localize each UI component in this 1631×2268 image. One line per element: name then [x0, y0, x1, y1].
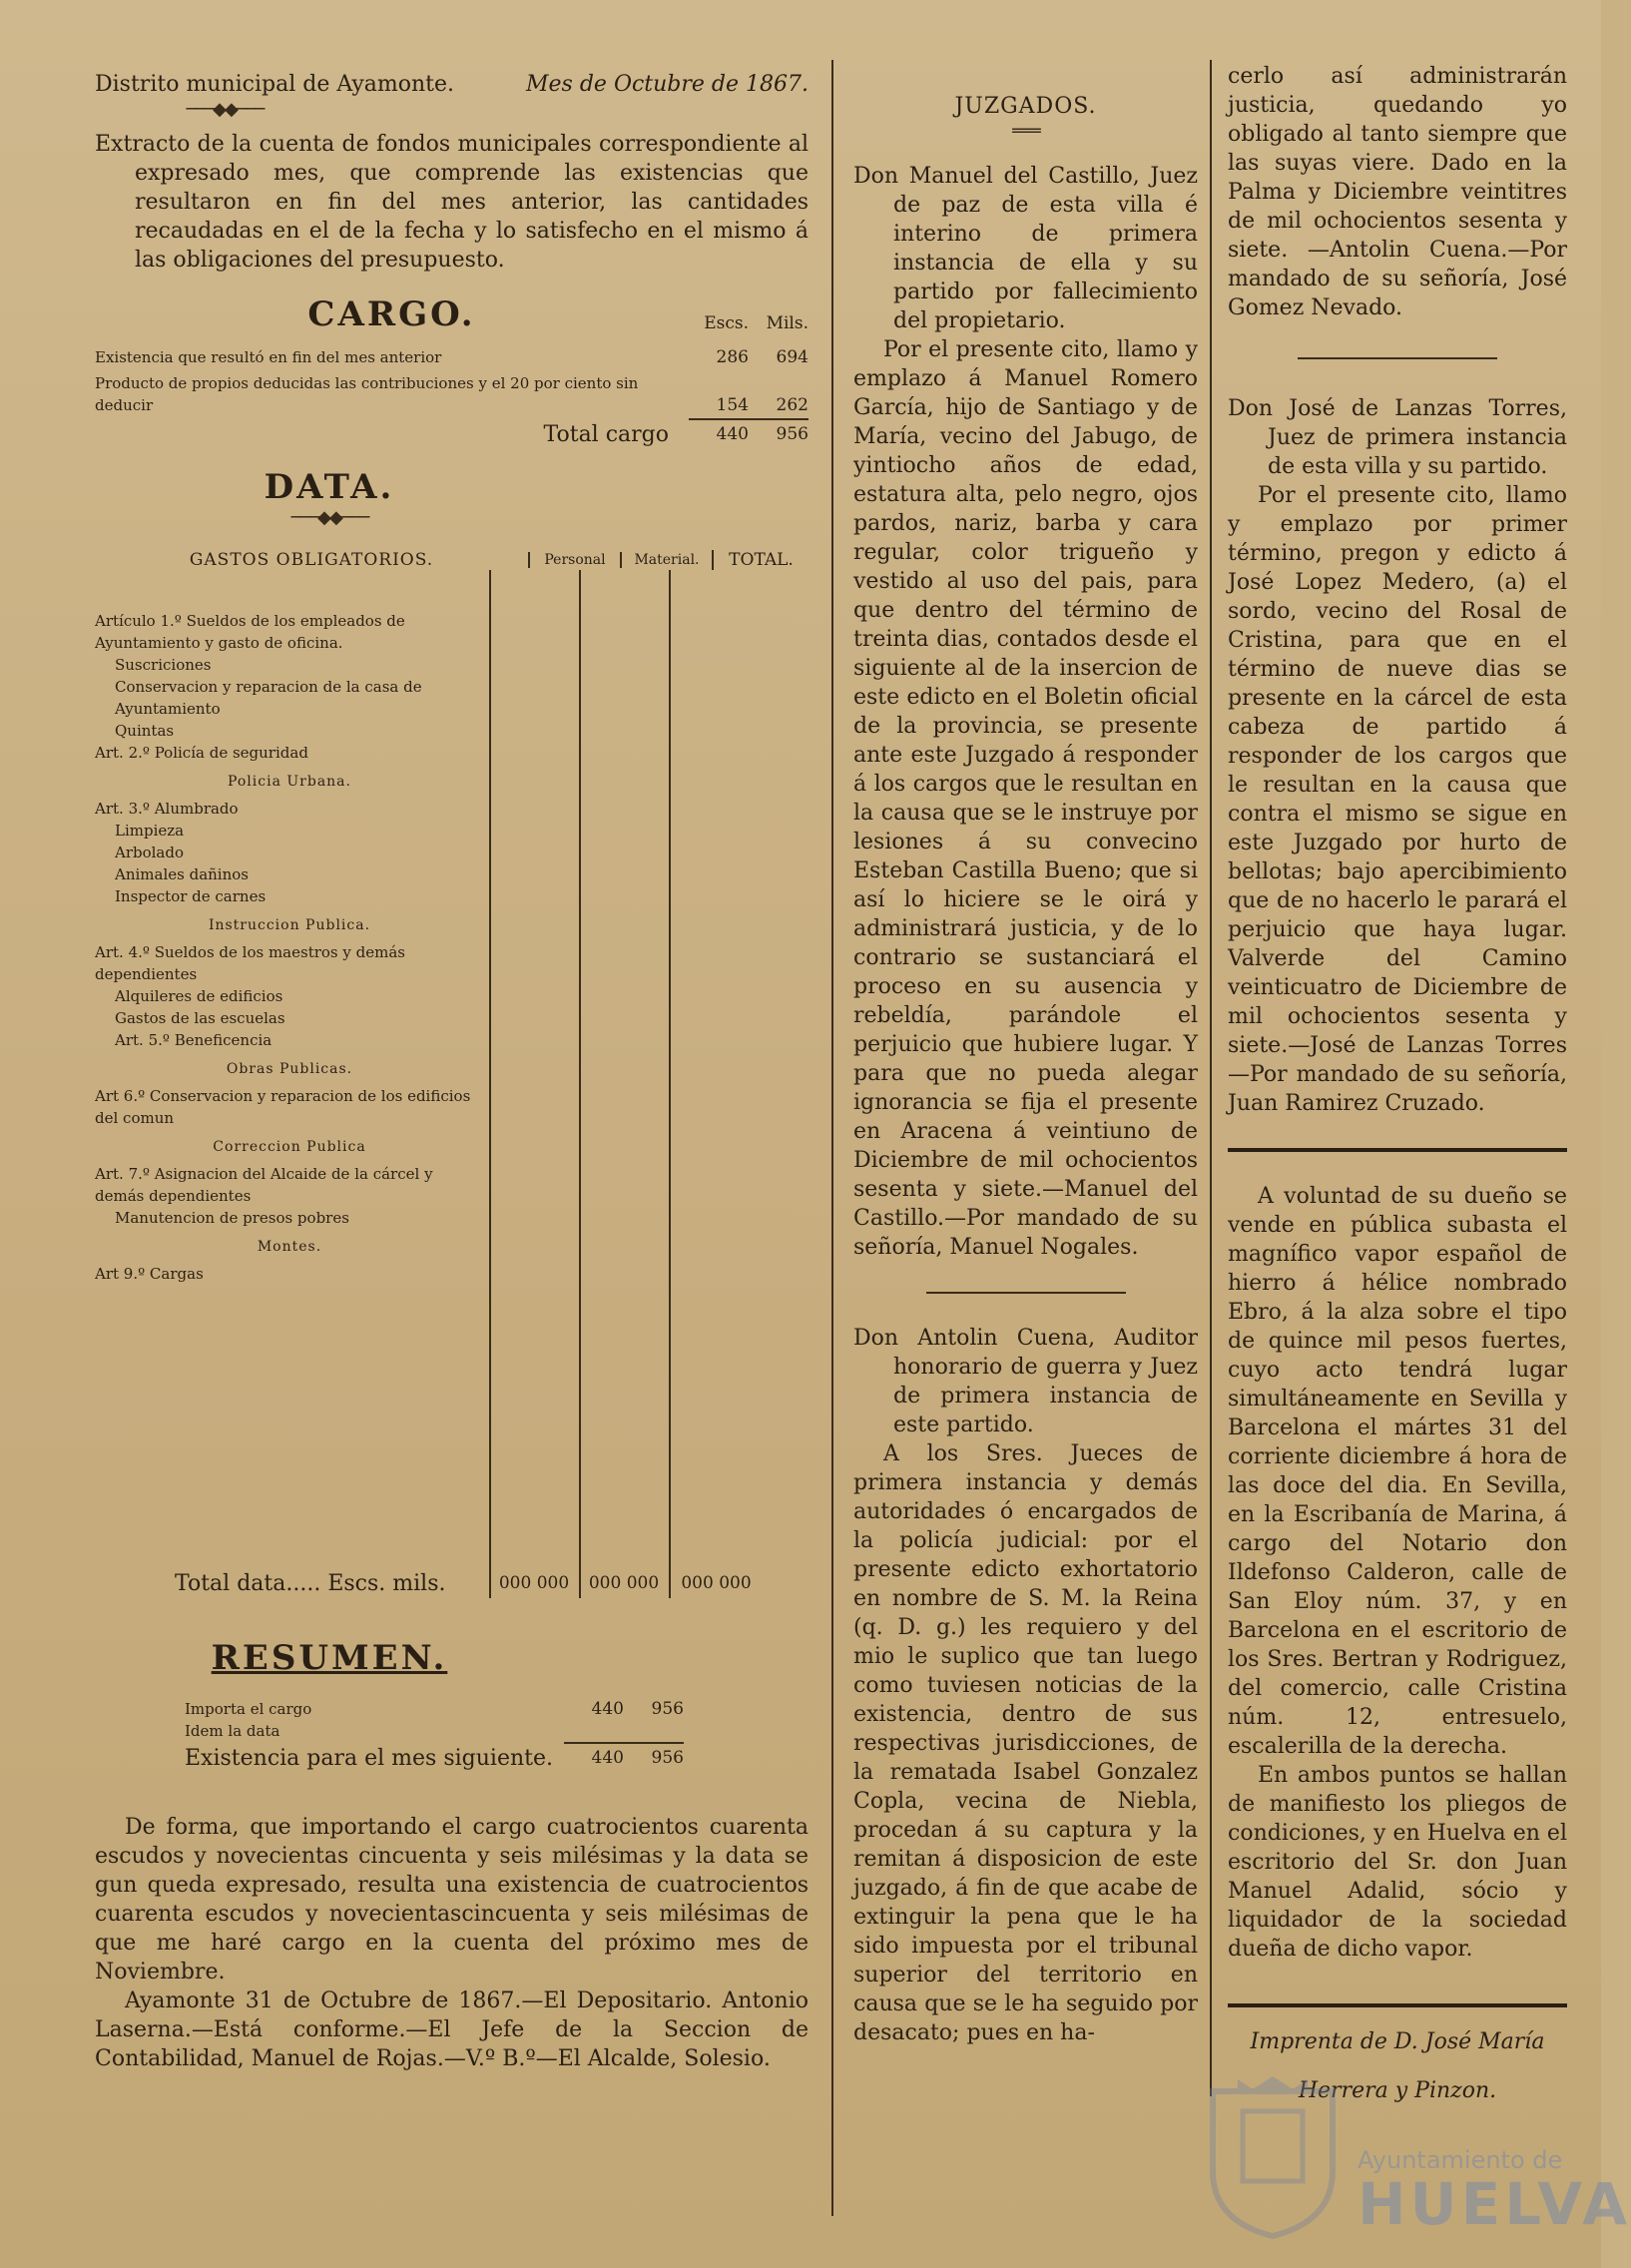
printer-line: Imprenta de D. José María: [1250, 2029, 1545, 2054]
juzgados-column: [853, 92, 1198, 2047]
cargo-row: Producto de propios deducidas las contribuciones y el 20 por ciento sin deducir 154 262: [95, 374, 809, 415]
total-cargo-row: Total cargo 440 956: [95, 418, 809, 449]
printer-line: Herrera y Pinzon.: [1298, 2078, 1497, 2103]
gasto-item: Conservacion y reparacion de la casa de Ayuntamiento: [115, 678, 422, 718]
juzgados-title: JUZGADOS.: [954, 94, 1097, 119]
cargo-section: [95, 294, 809, 449]
edict-body: Por el presente cito, llamo y emplazo á Manuel Romero García, hijo de Santiago y de María, vecino del Jabugo, de yintiocho años de edad, estatura alta, pelo negro, ojos pardos, nariz, barba y cara regular, color trigueño y vestido al uso del pais, para que dentro del término de treinta dias, contados desde el siguiente al de la insercion de este edicto en el Boletin oficial de la provincia, se presente ante este Juzgado á responder á los cargos que le resultan en la causa que se le instruye por lesiones á su convecino Esteban Castilla Bueno; que si así lo hiciere se le oirá y administrará justicia, y de lo contrario se sustanciará el proceso en su ausencia y rebeldía, parándole el perjuicio que hubiere lugar. Y para que no pueda alegar ignorancia se fija el presente en Aracena á veintiuno de Diciembre de mil ochocientos sesenta y siete.—Manuel del Castillo.—Por mandado de su señoría, Manuel Nogales.: [853, 337, 1198, 1260]
column-rule: [831, 60, 833, 2216]
notices-column: [1228, 62, 1567, 2105]
closing-paragraph: De forma, que importando el cargo cuatrocientos cuarenta escudos y novecientas cincuenta y seis milésimas y la data se gun queda expresado, resulta una existencia de cuatrocientos cuarenta escudos y novecientascincuenta y seis milésimas de que me haré cargo en la cuenta del próximo mes de Noviembre.: [95, 1815, 809, 1984]
resumen-title: RESUMEN.: [211, 1638, 448, 1678]
gasto-item: Quintas: [115, 722, 175, 740]
existencia-row: Existencia para el mes siguiente. 440 956: [185, 1742, 684, 1773]
gasto-item: Art. 3.º Alumbrado: [95, 800, 239, 818]
gasto-item: Alquileres de edificios: [115, 987, 283, 1005]
edict-heading: Don Antolin Cuena, Auditor honorario de guerra y Juez de primera instancia de este partido.: [853, 1326, 1198, 1437]
col-escs-header: Escs.: [704, 313, 749, 333]
edict-continuation: cerlo así administrarán justicia, quedando yo obligado al tanto siempre que las suyas viere. Dado en la Palma y Diciembre veintitres de mil ochocientos sesenta y siete. —Antolin Cuena.—Por mandado de su señoría, José Gomez Nevado.: [1228, 64, 1567, 320]
cargo-row: Existencia que resultó en fin del mes anterior 286 694: [95, 347, 809, 367]
gasto-item: Art. 7.º Asignacion del Alcaide de la cárcel y demás dependientes: [95, 1165, 433, 1205]
column-rule: [1210, 60, 1212, 2096]
gasto-item: Gastos de las escuelas: [115, 1009, 285, 1027]
edict-body: A los Sres. Jueces de primera instancia y demás autoridades ó encargados de la policía judicial: por el presente edicto exhortatorio en nombre de S. M. la Reina (q. D. g.) les requiero y del mio le suplico que tan luego como tuviesen noticias de la existencia, dentro de sus respectivas jurisdicciones, de la rematada Isabel Gonzalez Copla, vecina de Niebla, procedan á su captura y la remitan á disposicion de este juzgado, á fin de que acabe de extinguir la pena que le ha sido impuesta por el tribunal superior del territorio en causa que se le ha seguido por desacato; pues en ha-: [853, 1441, 1198, 2045]
month-label: Mes de Octubre de 1867.: [526, 72, 809, 97]
gasto-item: Art. 5.º Beneficencia: [115, 1031, 272, 1049]
coat-of-arms-icon: [1198, 2071, 1348, 2241]
watermark: Ayuntamiento de HUELVA: [1358, 2146, 1631, 2238]
cargo-title: CARGO.: [307, 294, 476, 334]
gasto-item: Inspector de carnes: [115, 887, 267, 905]
gasto-item: Suscriciones: [115, 656, 212, 674]
resumen-row: Importa el cargo 440 956: [185, 1699, 684, 1719]
data-title: DATA.: [264, 467, 395, 507]
extract-paragraph: Extracto de la cuenta de fondos municipales correspondiente al expresado mes, que comprende las existencias que resultaron en fin del mes anterior, las cantidades recaudadas en el de la fecha y lo satisfecho en el mismo á las obligaciones del presupuesto.: [95, 132, 809, 273]
gastos-header-row: GASTOS OBLIGATORIOS. Personal Material. TOTAL.: [95, 550, 809, 570]
ornament-divider: ───◆◆───: [186, 99, 264, 120]
edict-body: Por el presente cito, llamo y emplazo por primer término, pregon y edicto á José Lopez Medero, (a) el sordo, vecino del Rosal de Cristina, para que en el término de nueve dias se presente en la cárcel de esta cabeza de partido á responder de los cargos que le resultan en la causa que contra el mismo se sigue en este Juzgado por hurto de bellotas; bajo apercibimiento que de no hacerlo le parará el perjuicio que haya lugar. Valverde del Camino veinticuatro de Diciembre de mil ochocientos sesenta y siete.—José de Lanzas Torres —Por mandado de su señoría, Juan Ramirez Cruzado.: [1228, 483, 1567, 1116]
edict-heading: Don José de Lanzas Torres, Juez de primera instancia de esta villa y su partido.: [1228, 396, 1567, 479]
gasto-item: Limpieza: [115, 822, 185, 840]
edict-heading: Don Manuel del Castillo, Juez de paz de esta villa é interino de primera instancia de ella y su partido por fallecimiento del propietario.: [853, 164, 1198, 333]
gasto-item: Art. 2.º Policía de seguridad: [95, 744, 308, 762]
gasto-item: Art 9.º Cargas: [95, 1265, 204, 1283]
total-data-row: Total data..... Escs. mils. 000 000 000 000 000 000: [175, 1571, 752, 1596]
gasto-item: Manutencion de presos pobres: [115, 1209, 349, 1227]
gasto-item: Arbolado: [115, 844, 185, 861]
section-title: Obras Publicas.: [226, 1061, 353, 1077]
col-mils-header: Mils.: [766, 313, 809, 333]
signature-paragraph: Ayamonte 31 de Octubre de 1867.—El Depositario. Antonio Laserna.—Está conforme.—El Jefe de la Seccion de Contabilidad, Manuel de Rojas.—V.º B.º—El Alcalde, Solesio.: [95, 1988, 809, 2071]
section-title: Instruccion Publica.: [208, 917, 371, 933]
sale-notice-conditions: En ambos puntos se hallan de manifiesto los pliegos de condiciones, y en Huelva en el escritorio del Sr. don Juan Manuel Adalid, sócio y liquidador de la sociedad dueña de dicho vapor.: [1228, 1763, 1567, 1962]
sale-notice: A voluntad de su dueño se vende en pública subasta el magnífico vapor español de hierro á hélice nombrado Ebro, á la alza sobre el tipo de quince mil pesos fuertes, cuyo acto tendrá lugar simultáneamente en Sevilla y Barcelona el mártes 31 del corriente diciembre á hora de las doce del dia. En Sevilla, en la Escribanía de Marina, á cargo del Notario don Ildefonso Calderon, calle de San Eloy núm. 37, y en Barcelona en el escritorio de los Sres. Bertran y Rodriguez, del comercio, calle Cristina núm. 12, entresuelo, escalerilla de la derecha.: [1228, 1184, 1567, 1759]
gasto-item: Artículo 1.º Sueldos de los empleados de Ayuntamiento y gasto de oficina.: [95, 612, 405, 652]
gasto-item: Art 6.º Conservacion y reparacion de los edificios del comun: [95, 1087, 471, 1127]
ornament-divider: ═══: [1012, 121, 1039, 142]
divider: [926, 1292, 1126, 1294]
divider: [1298, 357, 1497, 359]
section-title: Policia Urbana.: [228, 774, 351, 790]
district-name: Distrito municipal de Ayamonte.: [95, 72, 455, 97]
section-title: Montes.: [257, 1239, 322, 1255]
resumen-row: Idem la data: [185, 1722, 280, 1740]
ornament-divider: ───◆◆───: [290, 507, 368, 528]
gastos-table: [95, 610, 809, 1598]
municipal-accounts-column: [95, 70, 809, 2073]
resumen-section: [95, 1698, 684, 1773]
thick-divider: [1228, 1148, 1567, 1152]
gasto-item: Animales dañinos: [115, 865, 249, 883]
thick-divider: [1228, 2003, 1567, 2007]
gasto-item: Art. 4.º Sueldos de los maestros y demás dependientes: [95, 943, 405, 983]
header-line: [95, 70, 809, 99]
section-title: Correccion Publica: [213, 1139, 366, 1155]
